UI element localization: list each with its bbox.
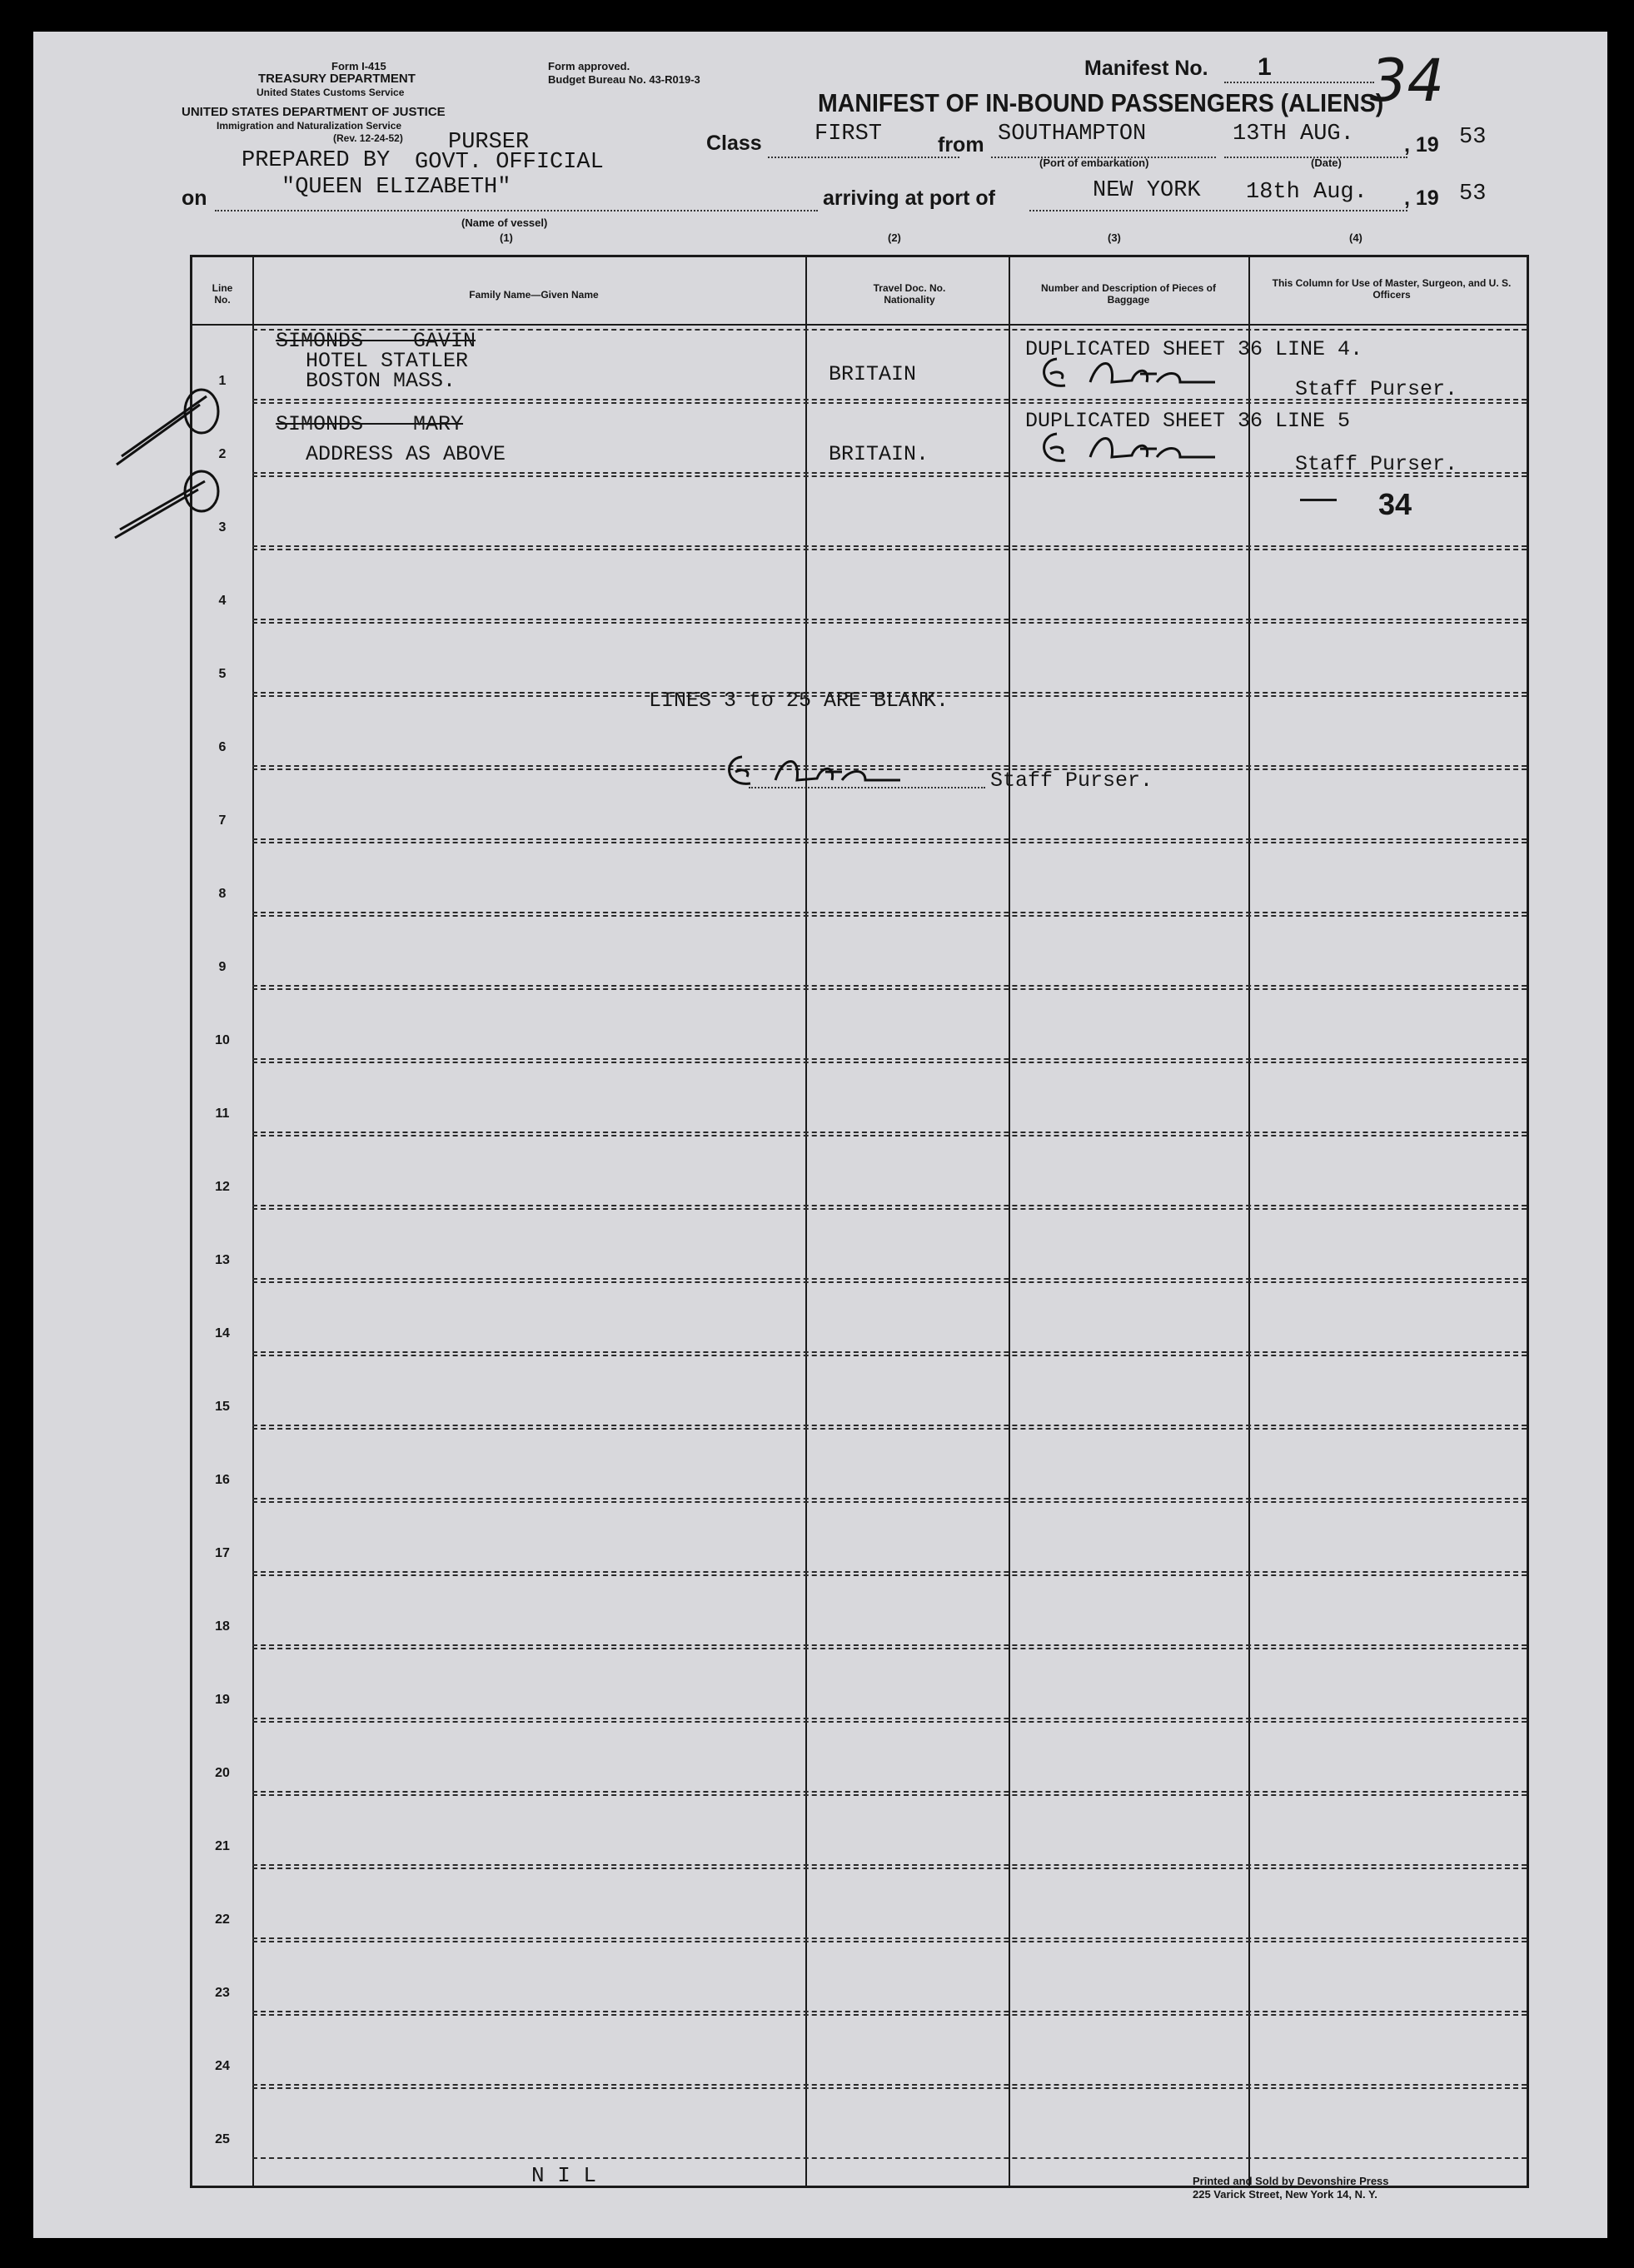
prepared-by-value-top: PURSER xyxy=(448,130,530,155)
row-guide-line xyxy=(252,1794,1527,1796)
row-divider xyxy=(252,838,1527,840)
port-of-embarkation: SOUTHAMPTON xyxy=(998,122,1147,147)
on-label: on xyxy=(182,187,207,210)
purser-signature-1 xyxy=(1032,349,1282,399)
row-guide-line xyxy=(252,1648,1527,1649)
form-approved: Form approved. xyxy=(548,60,630,72)
ins-heading: Immigration and Naturalization Service xyxy=(217,120,402,132)
col-header-doc: Travel Doc. No. Nationality xyxy=(873,282,946,306)
col-header-line: Line No. xyxy=(212,282,233,306)
col-header-baggage: Number and Description of Pieces of Baggage xyxy=(1040,282,1217,306)
passenger-2-signoff: Staff Purser. xyxy=(1295,452,1458,476)
row-guide-line xyxy=(252,1208,1527,1210)
prepared-by-label: PREPARED BY xyxy=(242,148,391,173)
row-guide-line xyxy=(252,988,1527,990)
row-divider xyxy=(252,2011,1527,2012)
arrival-port: NEW YORK xyxy=(1093,178,1201,203)
passenger-1-address-1: HOTEL STATLER xyxy=(306,349,469,373)
line-number: 13 xyxy=(215,1253,230,1267)
line-number: 22 xyxy=(215,1912,230,1927)
arrival-year-prefix: , 19 xyxy=(1404,187,1439,210)
doj-heading: UNITED STATES DEPARTMENT OF JUSTICE xyxy=(182,105,446,119)
row-divider xyxy=(252,912,1527,913)
form-number: Form I-415 xyxy=(331,60,386,72)
line-number: 24 xyxy=(215,2059,230,2073)
row-divider xyxy=(252,1571,1527,1573)
row-guide-line xyxy=(252,1062,1527,1063)
vessel-name: "QUEEN ELIZABETH" xyxy=(281,175,511,200)
line-number: 3 xyxy=(218,520,227,535)
passenger-2-nationality: BRITAIN. xyxy=(829,442,929,466)
row-divider xyxy=(252,1351,1527,1353)
line-number: 19 xyxy=(215,1693,230,1707)
row-divider xyxy=(252,1498,1527,1500)
arrival-line xyxy=(1029,210,1407,211)
from-label: from xyxy=(938,133,984,157)
row-guide-line xyxy=(252,1868,1527,1869)
line-number: 11 xyxy=(215,1107,230,1121)
class-line xyxy=(768,157,959,158)
date-caption: (Date) xyxy=(1311,157,1342,169)
col-header-name: Family Name—Given Name xyxy=(469,289,599,301)
row-guide-line xyxy=(252,1721,1527,1723)
row-guide-line xyxy=(252,1941,1527,1942)
passenger-1-baggage: DUPLICATED SHEET 36 LINE 4. xyxy=(1025,337,1363,361)
budget-bureau: Budget Bureau No. 43-R019-3 xyxy=(548,73,700,86)
row-divider xyxy=(252,1937,1527,1939)
embark-year: 53 xyxy=(1459,125,1487,150)
manifest-no-label: Manifest No. xyxy=(1084,57,1208,80)
line-number: 14 xyxy=(215,1326,230,1340)
line-number: 4 xyxy=(218,594,227,608)
purser-signature-2 xyxy=(1032,424,1282,474)
line-number: 12 xyxy=(215,1180,230,1194)
passenger-1-name: SIMONDS GAVIN xyxy=(276,329,476,353)
line-number: 7 xyxy=(218,813,227,828)
line-number: 10 xyxy=(215,1033,230,1047)
col-header-official: This Column for Use of Master, Surgeon, and U. S. Officers xyxy=(1272,277,1512,301)
header-divider xyxy=(192,324,1527,326)
treasury-dept: TREASURY DEPARTMENT xyxy=(258,72,416,86)
vessel-caption: (Name of vessel) xyxy=(461,216,548,229)
passenger-2-address: ADDRESS AS ABOVE xyxy=(306,442,506,466)
row-divider xyxy=(252,619,1527,620)
line-number: 15 xyxy=(215,1400,230,1414)
line-number: 25 xyxy=(215,2132,230,2146)
row-divider xyxy=(252,545,1527,547)
row-guide-line xyxy=(252,1501,1527,1503)
row-divider xyxy=(252,1205,1527,1206)
row-guide-line xyxy=(252,1428,1527,1430)
passenger-table xyxy=(190,255,1529,2188)
row-divider xyxy=(252,2084,1527,2086)
row-guide-line xyxy=(252,402,1527,404)
arriving-label: arriving at port of xyxy=(823,187,995,210)
row-divider xyxy=(252,1791,1527,1793)
printer-line-2: 225 Varick Street, New York 14, N. Y. xyxy=(1193,2188,1377,2201)
blank-lines-note: LINES 3 to 25 ARE BLANK. xyxy=(649,689,949,713)
printer-line-1: Printed and Sold by Devonshire Press xyxy=(1193,2175,1389,2187)
embark-date: 13TH AUG. xyxy=(1233,122,1354,147)
passenger-1-signoff: Staff Purser. xyxy=(1295,377,1458,401)
line-number: 1 xyxy=(218,374,227,388)
line-number: 16 xyxy=(215,1473,230,1487)
margin-check-mark-1 xyxy=(108,381,233,473)
column-number-2: (2) xyxy=(888,231,901,244)
column-number-3: (3) xyxy=(1108,231,1121,244)
line-number: 20 xyxy=(215,1766,230,1780)
row-divider xyxy=(252,2157,1527,2159)
class-value: FIRST xyxy=(815,122,883,147)
row-divider xyxy=(252,1718,1527,1719)
row-divider xyxy=(252,1132,1527,1133)
manifest-title: MANIFEST OF IN-BOUND PASSENGERS (ALIENS) xyxy=(818,88,1384,117)
row-guide-line xyxy=(252,549,1527,550)
nil-note: N I L xyxy=(531,2163,597,2188)
row-divider xyxy=(252,1644,1527,1646)
vessel-line xyxy=(215,210,818,211)
row-divider xyxy=(252,985,1527,987)
row-guide-line xyxy=(252,842,1527,843)
prepared-by-value: GOVT. OFFICIAL xyxy=(415,150,604,175)
passenger-2-name: SIMONDS MARY xyxy=(276,412,464,436)
customs-service: United States Customs Service xyxy=(257,87,405,98)
manifest-hand-number: 34 xyxy=(1370,47,1445,115)
row-guide-line xyxy=(252,1281,1527,1283)
arrival-date: 18th Aug. xyxy=(1246,180,1367,205)
passenger-1-nationality: BRITAIN xyxy=(829,362,917,386)
row-guide-line xyxy=(252,2087,1527,2089)
class-label: Class xyxy=(706,132,762,155)
line-number: 17 xyxy=(215,1546,230,1560)
row-guide-line xyxy=(252,915,1527,917)
line-number: 2 xyxy=(218,447,227,461)
arrival-year: 53 xyxy=(1459,182,1487,206)
row-divider xyxy=(252,1058,1527,1060)
line-number: 21 xyxy=(215,1839,230,1853)
row-guide-line xyxy=(252,1574,1527,1576)
column-number-4: (4) xyxy=(1349,231,1362,244)
passenger-1-address-2: BOSTON MASS. xyxy=(306,369,456,393)
line-number: 6 xyxy=(218,740,227,754)
line-number: 9 xyxy=(218,960,227,974)
official-mark: 34 xyxy=(1378,487,1412,521)
embark-year-prefix: , 19 xyxy=(1404,133,1439,157)
purser-signature-3 xyxy=(717,747,967,797)
line-number: 5 xyxy=(218,667,227,681)
port-embarkation-caption: (Port of embarkation) xyxy=(1039,157,1149,169)
row-divider xyxy=(252,1425,1527,1426)
column-number-1: (1) xyxy=(500,231,513,244)
official-dash-mark xyxy=(1300,499,1337,501)
line-number: 23 xyxy=(215,1986,230,2000)
manifest-no-line xyxy=(1224,82,1374,83)
line-number: 8 xyxy=(218,887,227,901)
row-divider xyxy=(252,1278,1527,1280)
row-guide-line xyxy=(252,1355,1527,1356)
passenger-2-baggage: DUPLICATED SHEET 36 LINE 5 xyxy=(1025,409,1351,433)
row-guide-line xyxy=(252,622,1527,624)
row-guide-line xyxy=(252,2014,1527,2016)
row-divider xyxy=(252,1864,1527,1866)
manifest-sheet xyxy=(33,32,1607,2238)
line-number: 18 xyxy=(215,1619,230,1634)
margin-check-mark-2 xyxy=(108,465,233,548)
manifest-no-value: 1 xyxy=(1258,53,1272,81)
row-guide-line xyxy=(252,1135,1527,1136)
blank-lines-signoff: Staff Purser. xyxy=(990,768,1153,793)
revision-date: (Rev. 12-24-52) xyxy=(333,132,403,144)
